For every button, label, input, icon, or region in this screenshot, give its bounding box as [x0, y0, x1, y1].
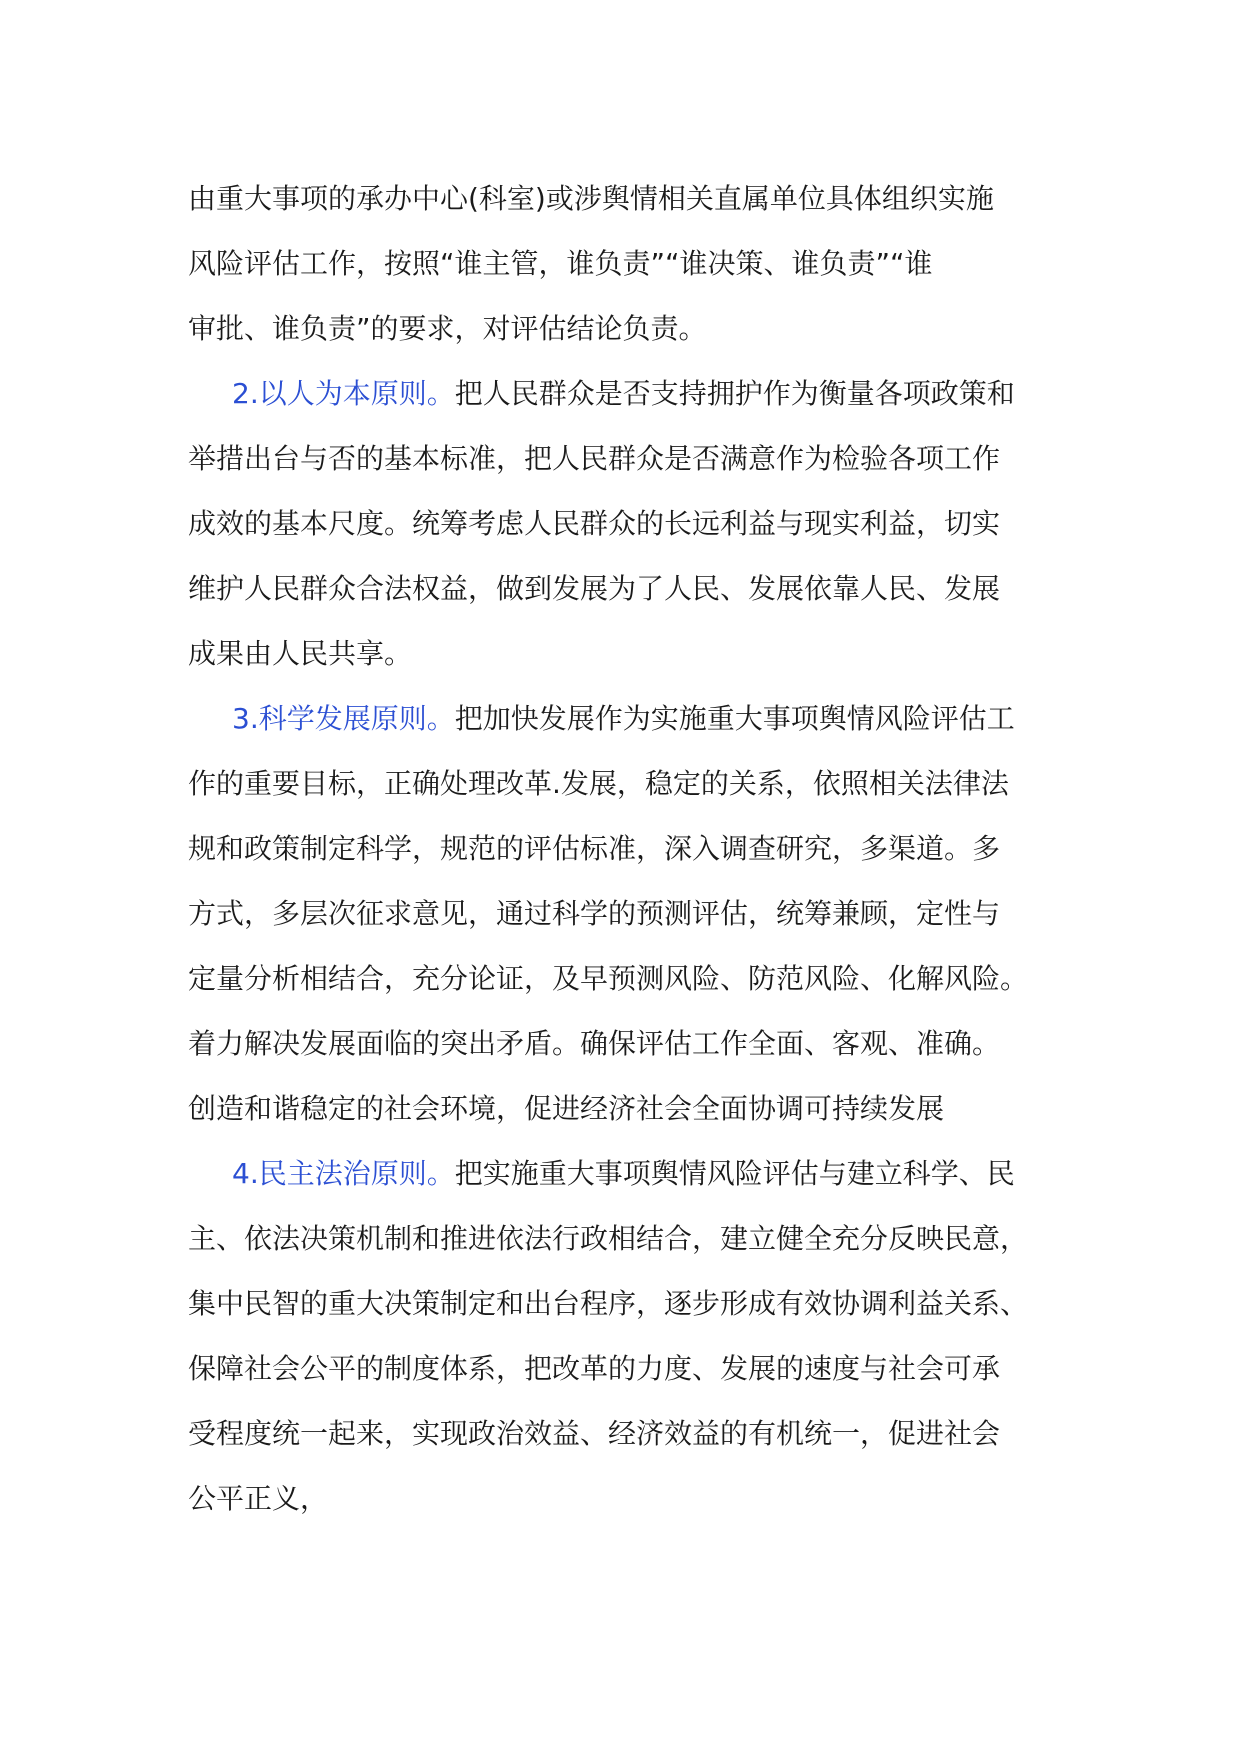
section-heading: 2.以人为本原则。 [232, 377, 455, 410]
paragraph-line: 风险评估工作，按照“谁主管，谁负责”“谁决策、谁负责”“谁 [188, 247, 933, 280]
paragraph-line: 公平正义， [188, 1482, 329, 1515]
paragraph-line: 集中民智的重大决策制定和出台程序，逐步形成有效协调利益关系、 [188, 1287, 1029, 1320]
paragraph-line: 成果由人民共享。 [188, 637, 413, 670]
paragraph-line: 创造和谐稳定的社会环境，促进经济社会全面协调可持续发展 [188, 1092, 945, 1125]
section-heading: 3.科学发展原则。 [232, 702, 455, 735]
paragraph-line: 作的重要目标，正确处理改革.发展，稳定的关系，依照相关法律法 [188, 767, 1009, 800]
paragraph-4 [188, 1141, 1058, 1531]
document-body [188, 166, 1058, 1531]
paragraph-1 [188, 166, 1058, 361]
paragraph-line: 维护人民群众合法权益，做到发展为了人民、发展依靠人民、发展 [188, 572, 1001, 605]
paragraph-line: 由重大事项的承办中心(科室)或涉舆情相关直属单位具体组织实施 [188, 182, 994, 215]
paragraph-first-line [188, 686, 1058, 751]
paragraph-first-line [188, 1141, 1058, 1206]
paragraph-line: 审批、谁负责”的要求，对评估结论负责。 [188, 312, 707, 345]
paragraph-line: 规和政策制定科学，规范的评估标准，深入调查研究，多渠道。多 [188, 832, 1001, 865]
paragraph-line: 举措出台与否的基本标准，把人民群众是否满意作为检验各项工作 [188, 442, 1001, 475]
section-heading: 4.民主法治原则。 [232, 1157, 455, 1190]
paragraph-line: 保障社会公平的制度体系，把改革的力度、发展的速度与社会可承 [188, 1352, 1001, 1385]
paragraph-line: 定量分析相结合，充分论证，及早预测风险、防范风险、化解风险。 [188, 962, 1029, 995]
paragraph-3 [188, 686, 1058, 1141]
paragraph-line: 成效的基本尺度。统筹考虑人民群众的长远利益与现实利益，切实 [188, 507, 1001, 540]
paragraph-2 [188, 361, 1058, 686]
paragraph-line-text: 把人民群众是否支持拥护作为衡量各项政策和 [454, 377, 1015, 410]
paragraph-line-text: 把实施重大事项舆情风险评估与建立科学、民 [454, 1157, 1015, 1190]
paragraph-line: 主、依法决策机制和推进依法行政相结合，建立健全充分反映民意， [188, 1222, 1029, 1255]
paragraph-line-text: 把加快发展作为实施重大事项舆情风险评估工 [454, 702, 1015, 735]
paragraph-line: 方式，多层次征求意见，通过科学的预测评估，统筹兼顾，定性与 [188, 897, 1001, 930]
paragraph-line: 着力解决发展面临的突出矛盾。确保评估工作全面、客观、准确。 [188, 1027, 1001, 1060]
paragraph-first-line [188, 361, 1058, 426]
paragraph-line: 受程度统一起来，实现政治效益、经济效益的有机统一，促进社会 [188, 1417, 1001, 1450]
